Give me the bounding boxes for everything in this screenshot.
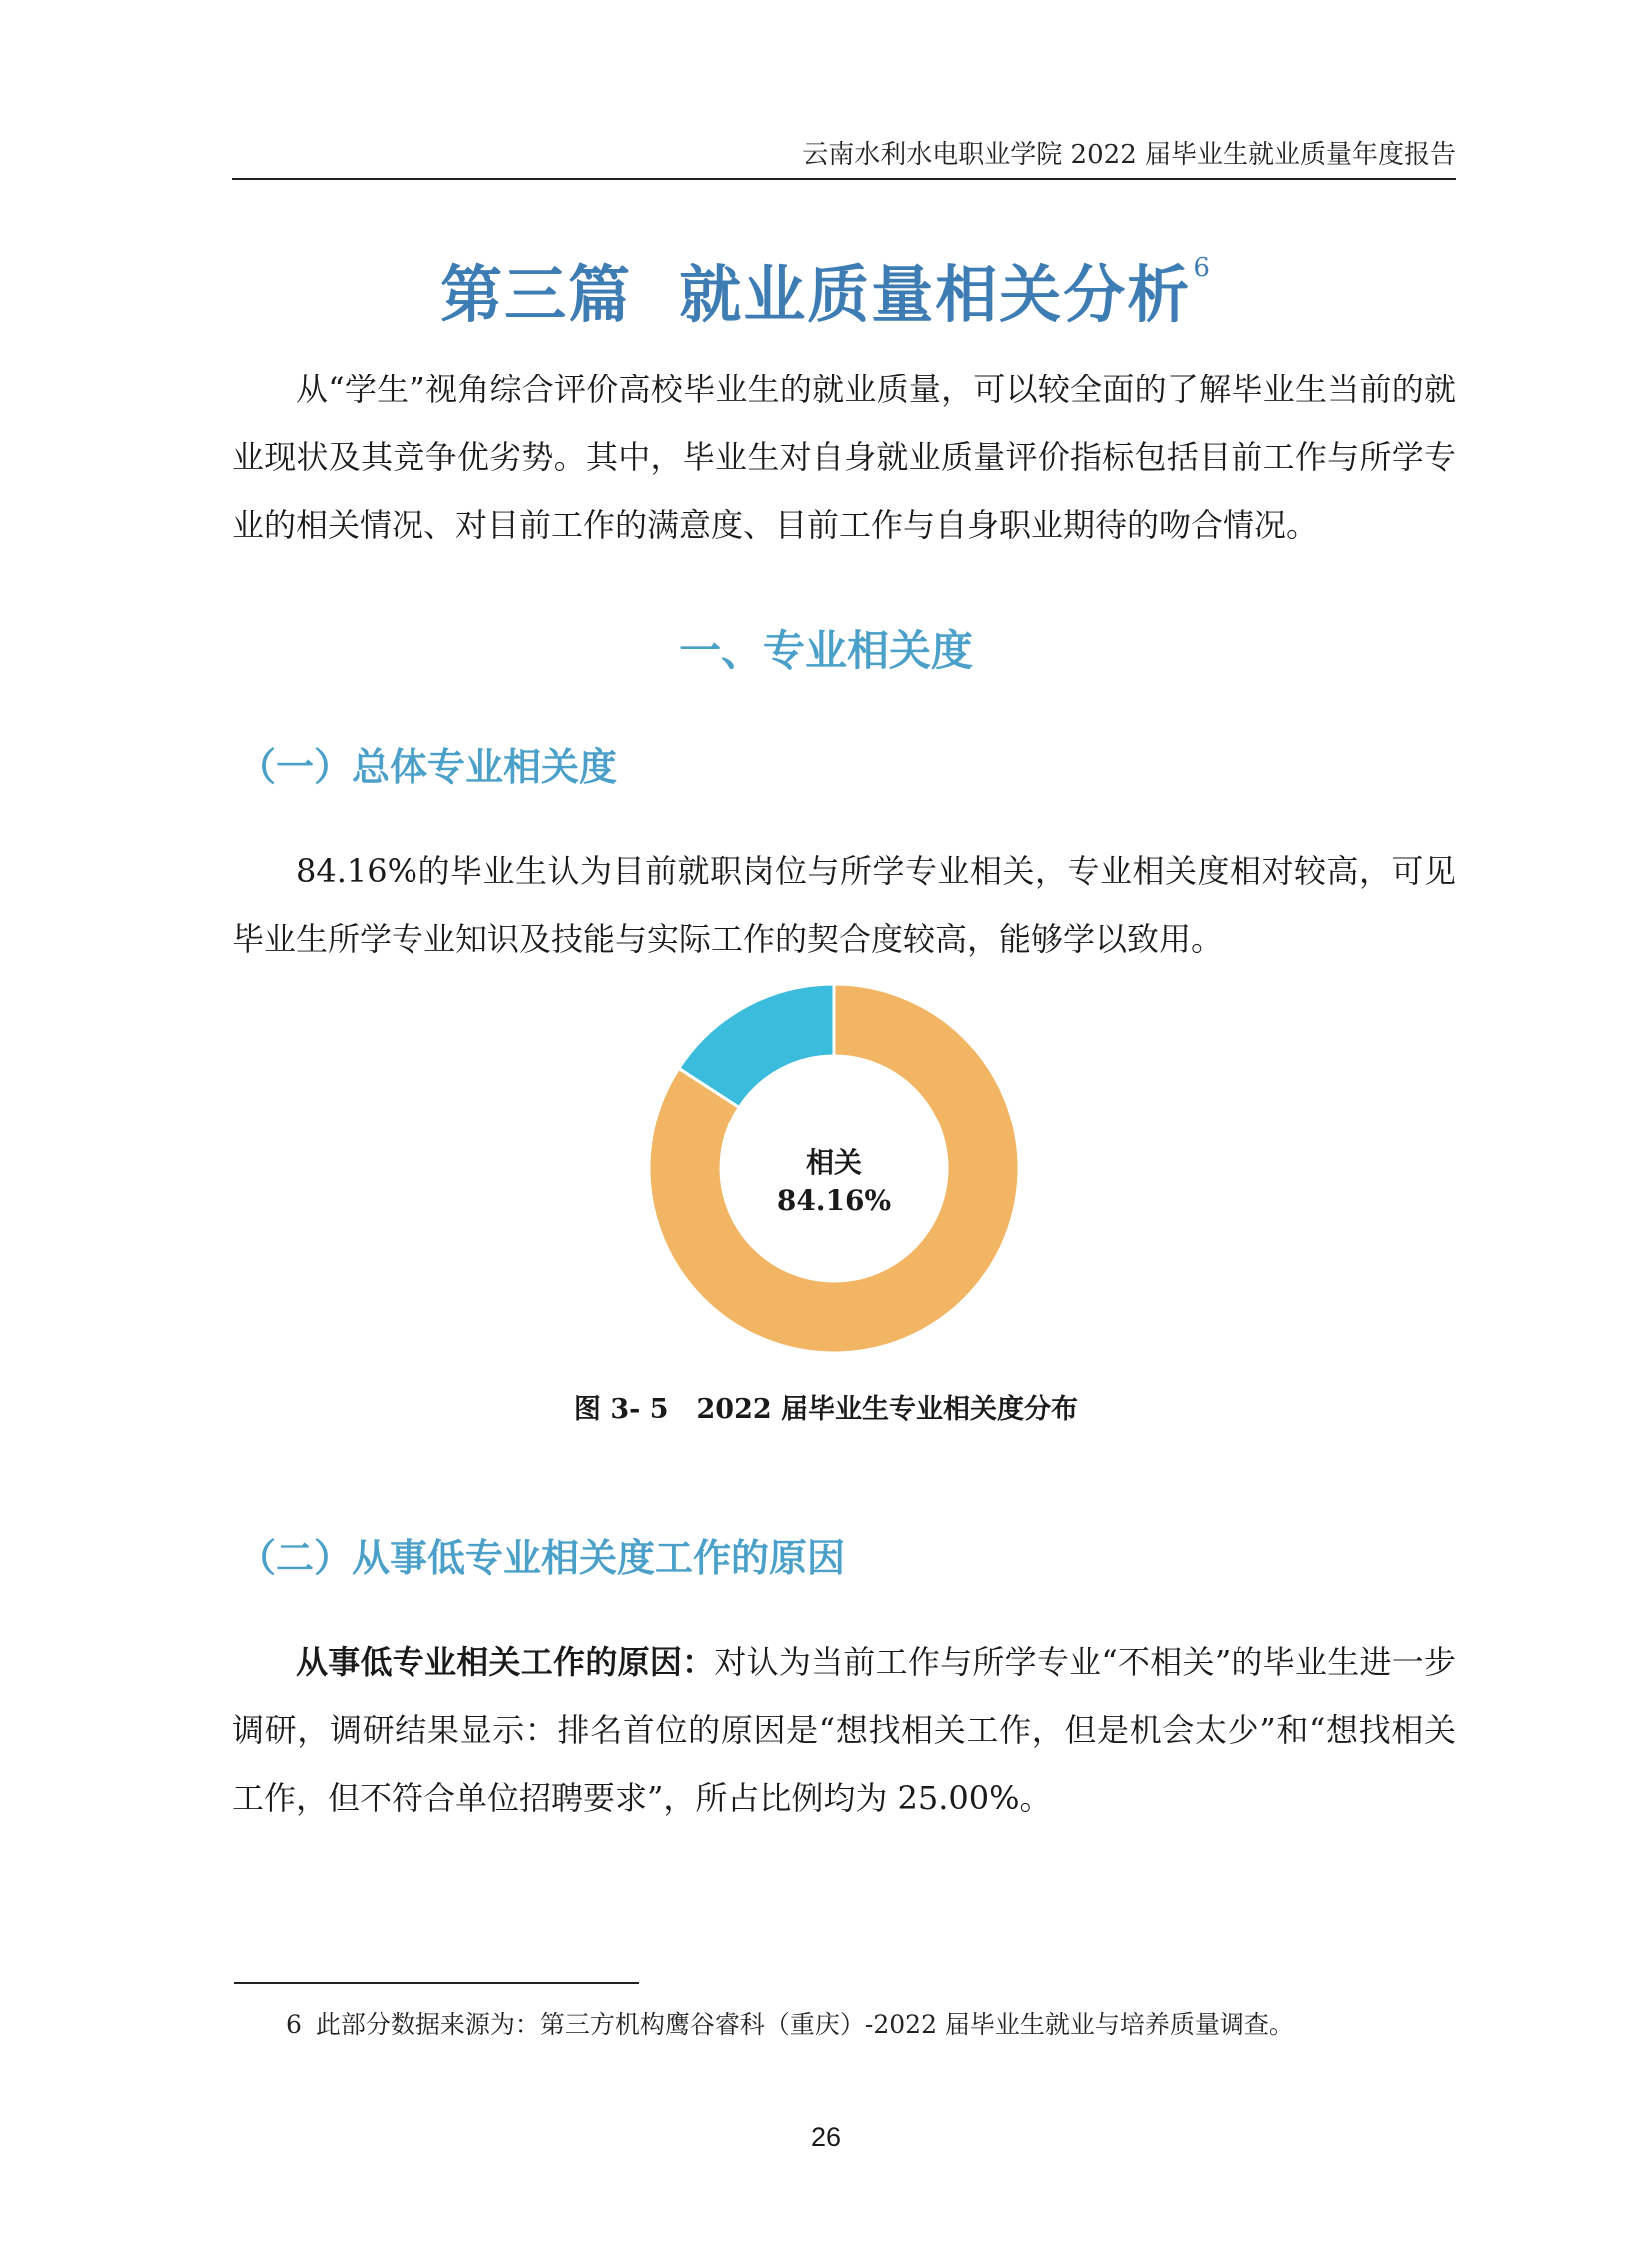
reasons-lead: 从事低专业相关工作的原因： bbox=[296, 1643, 715, 1681]
header-text: 云南水利水电职业学院 2022 届毕业生就业质量年度报告 bbox=[802, 140, 1456, 170]
reasons-paragraph bbox=[232, 1628, 1456, 1832]
intro-paragraph: 从“学生”视角综合评价高校毕业生的就业质量，可以较全面的了解毕业生当前的就业现状及其竞争优劣势。其中，毕业生对自身就业质量评价指标包括目前工作与所学专业的相关情况、对目前工作的满意度、目前工作与自身职业期待的吻合情况。 bbox=[232, 371, 1456, 544]
footnote-number: 6 bbox=[286, 2010, 302, 2039]
donut-center-value: 84.16% bbox=[776, 1184, 892, 1217]
page-header bbox=[232, 138, 1456, 180]
page-number: 26 bbox=[810, 2122, 842, 2152]
footnote-text: 此部分数据来源为：第三方机构鹰谷睿科（重庆）-2022 届毕业生就业与培养质量调查。 bbox=[315, 2010, 1294, 2039]
donut-center-label bbox=[734, 1144, 934, 1220]
figure-caption bbox=[0, 1390, 1652, 1430]
relevance-paragraph: 84.16%的毕业生认为目前就职岗位与所学专业相关，专业相关度相对较高，可见毕业生所学专业知识及技能与实际工作的契合度较高，能够学以致用。 bbox=[232, 852, 1456, 958]
footnote bbox=[286, 2005, 1294, 2045]
section-heading: 一、专业相关度 bbox=[678, 626, 973, 675]
subsection-heading-2: （二）从事低专业相关度工作的原因 bbox=[238, 1535, 846, 1580]
chapter-title bbox=[0, 228, 1652, 335]
reasons-text: 对认为当前工作与所学专业“不相关”的毕业生进一步调研，调研结果显示：排名首位的原因是“想找相关工作，但是机会太少”和“想找相关工作，但不符合单位招聘要求”，所占比例均为 25.00%。 bbox=[232, 1643, 1456, 1817]
donut-center-category: 相关 bbox=[805, 1146, 862, 1179]
figure-number: 图 3- 5 bbox=[573, 1394, 669, 1425]
figure-title: 2022 届毕业生专业相关度分布 bbox=[696, 1394, 1079, 1425]
chapter-title-text: 第三篇 就业质量相关分析 bbox=[440, 258, 1192, 331]
footnote-ref[interactable]: 6 bbox=[1193, 253, 1212, 283]
footnote-divider bbox=[234, 1982, 639, 1984]
subsection-heading-1: （一）总体专业相关度 bbox=[238, 744, 618, 789]
